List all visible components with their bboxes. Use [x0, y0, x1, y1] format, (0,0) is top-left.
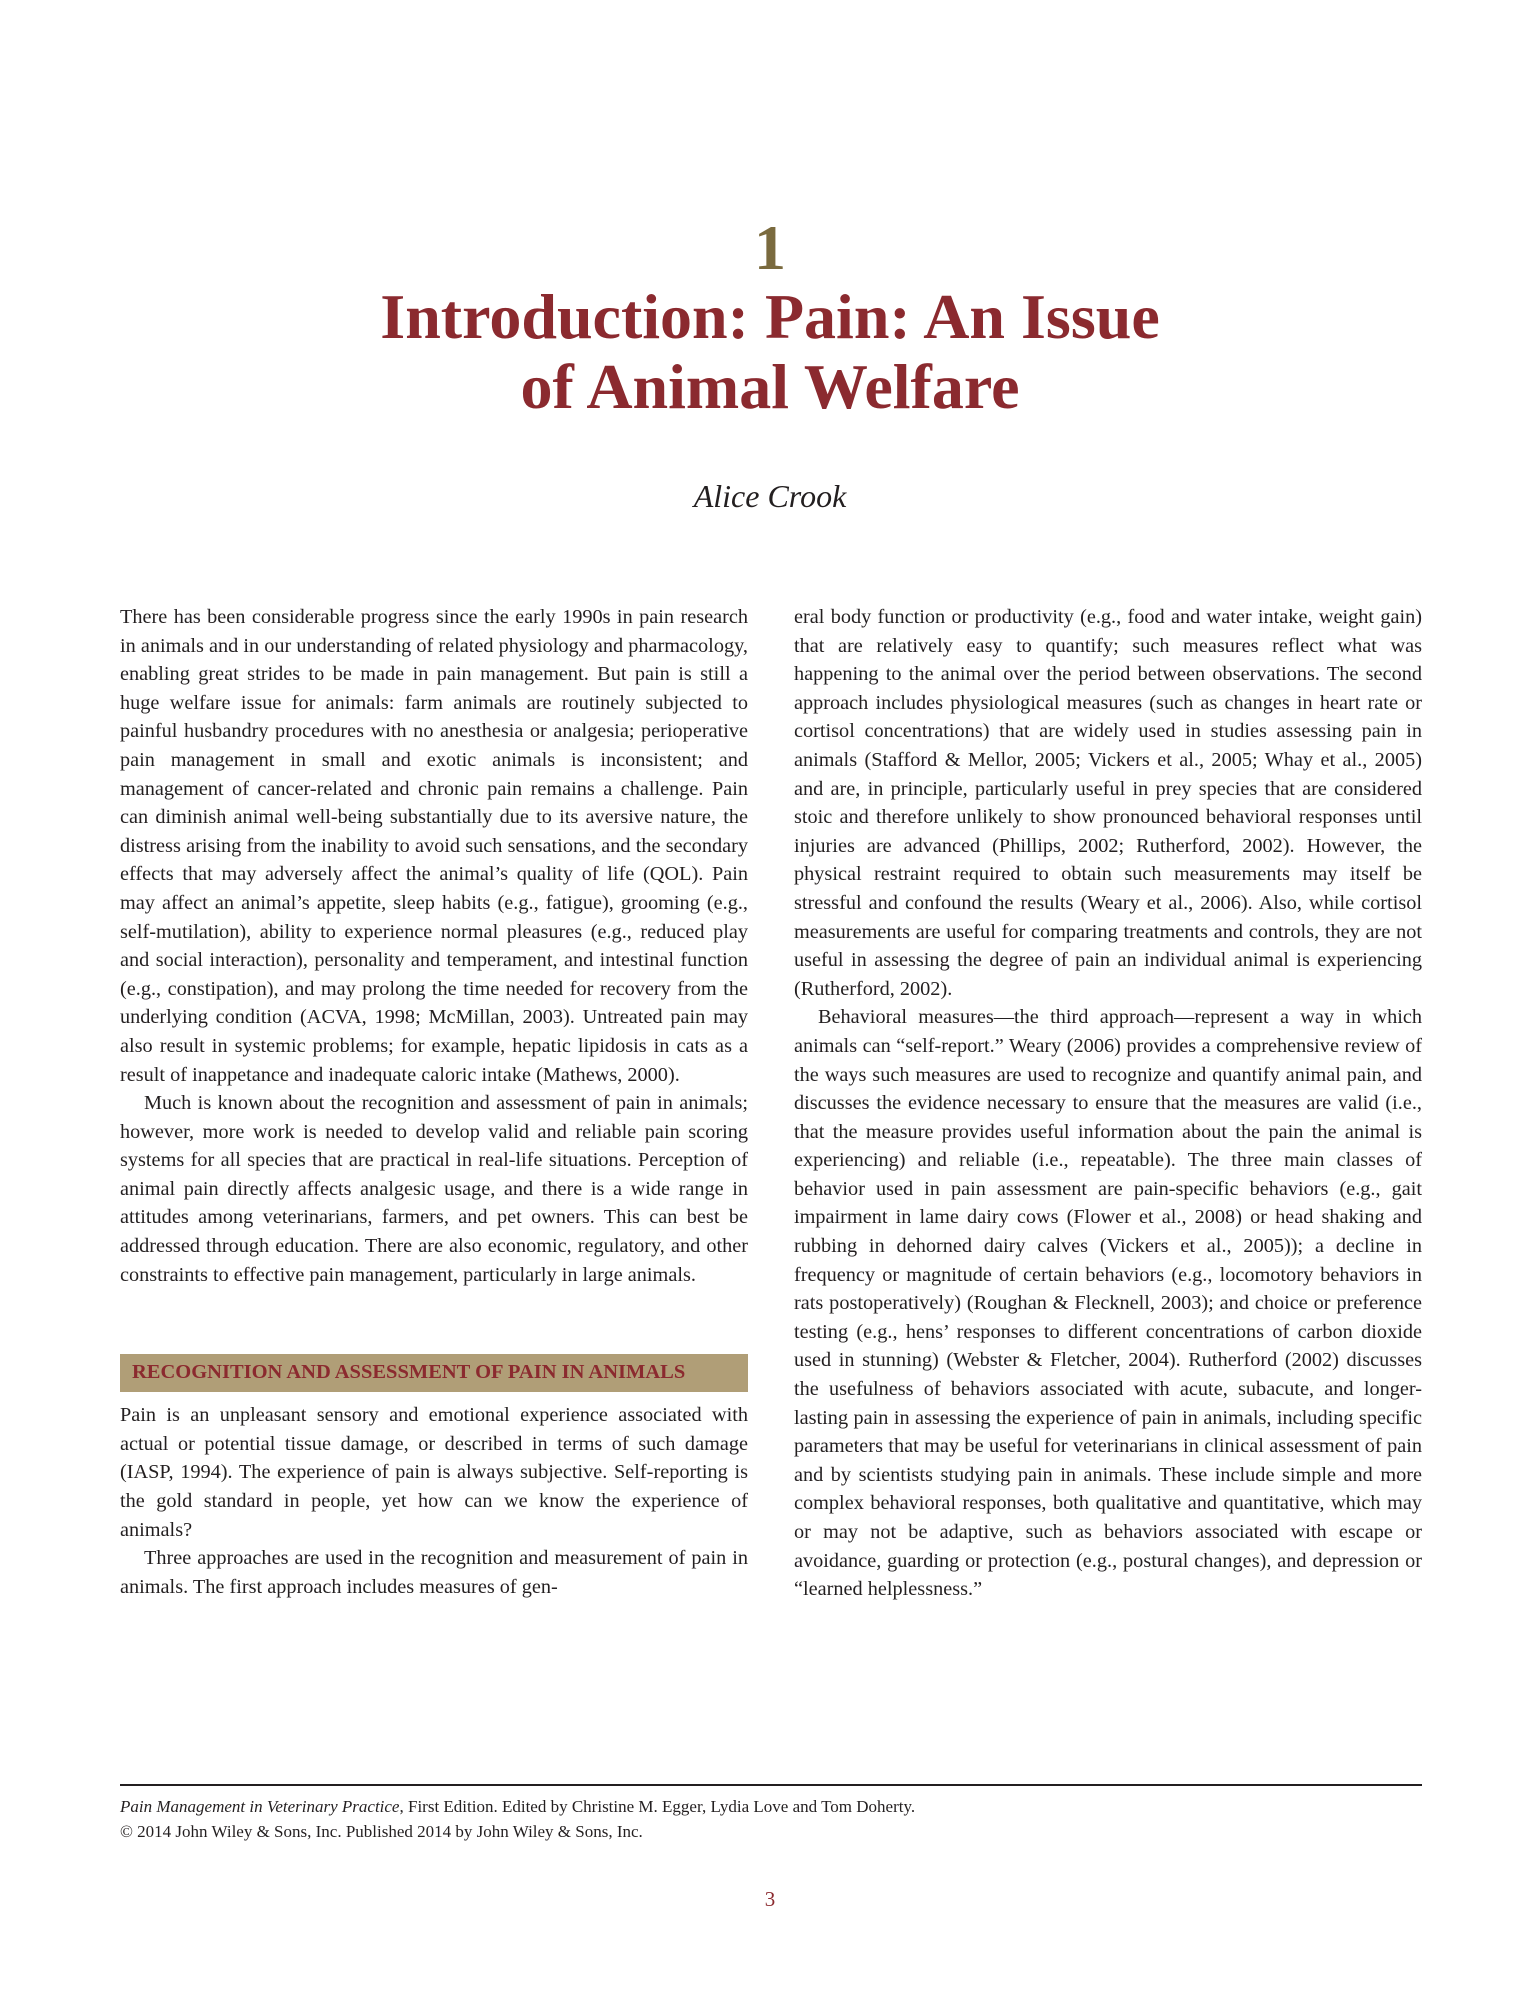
author-name: Alice Crook	[693, 478, 847, 514]
body-paragraph: Much is known about the recognition and assessment of pain in animals; however, more work is needed to develop valid and reliable pain scoring systems for all species that are practical in real-life situations. Perception of animal pain directly affects analgesic usage, and there is a wide range in attitudes among veterinarians, farmers, and pet owners. This can best be addressed through education. There are also economic, regulatory, and other constraints to effective pain management, particularly in large animals.	[120, 1092, 748, 1286]
body-paragraph: Pain is an unpleasant sensory and emotional experience associated with actual or potential tissue damage, or described in terms of such damage (IASP, 1994). The experience of pain is always subjective. Self-reporting is the gold standard in people, yet how can we know the experience of animals?	[120, 1404, 748, 1541]
body-paragraph: Behavioral measures—the third approach—represent a way in which animals can “self-report.” Weary (2006) provides a comprehensive review of the ways such measures are used to recognize and quantify animal pain, and discusses the evidence necessary to ensure that the measures are valid (i.e., that the measure provides useful information about the pain the animal is experiencing) and reliable (i.e., repeatable). The three main classes of behavior used in pain assessment are pain-specific behaviors (e.g., gait impairment in lame dairy cows (Flower et al., 2008) or head shaking and rubbing in dehorned dairy calves (Vickers et al., 2005)); a decline in frequency or magnitude of certain behaviors (e.g., locomotory behaviors in rats postoperatively) (Roughan & Flecknell, 2003); and choice or preference testing (e.g., hens’ responses to different concentrations of carbon dioxide used in stunning) (Webster & Fletcher, 2004). Rutherford (2002) discusses the usefulness of behaviors associated with acute, subacute, and longer-lasting pain in assessing the experience of pain in animals, including specific parameters that may be useful for veterinarians in clinical assessment of pain and by scientists studying pain in animals. These include simple and more complex behavioral responses, both qualitative and quantitative, which may or may not be adaptive, such as behaviors associated with escape or avoidance, guarding or protection (e.g., postural changes), and depression or “learned helplessness.”	[794, 1006, 1422, 1601]
chapter-number: 1	[754, 212, 786, 283]
right-column	[794, 603, 1422, 1604]
footer-notes	[120, 1794, 1422, 1844]
edition-note	[120, 1794, 1422, 1819]
body-paragraph: Three approaches are used in the recognition and measurement of pain in animals. The first approach includes measures of gen-	[120, 1547, 748, 1598]
body-paragraph: There has been considerable progress since the early 1990s in pain research in animals and in our understanding of related physiology and pharmacology, enabling great strides to be made in pain management. But pain is still a huge welfare issue for animals: farm animals are routinely subjected to painful husbandry procedures with no anesthesia or analgesia; perioperative pain management in small and exotic animals is inconsistent; and management of cancer-related and chronic pain remains a challenge. Pain can diminish animal well-being substantially due to its aversive nature, the distress arising from the inability to avoid such sensations, and the secondary effects that may adversely affect the animal’s quality of life (QOL). Pain may affect an animal’s appetite, sleep habits (e.g., fatigue), grooming (e.g., self-mutilation), ability to experience normal pleasures (e.g., reduced play and social interaction), personality and temperament, and intestinal function (e.g., constipation), and may prolong the time needed for recovery from the underlying condition (ACVA, 1998; McMillan, 2003). Untreated pain may also result in systemic problems; for example, hepatic lipidosis in cats as a result of inappetance and inadequate caloric intake (Mathews, 2000).	[120, 606, 748, 1086]
section-heading: RECOGNITION AND ASSESSMENT OF PAIN IN ANIMALS	[120, 1354, 748, 1392]
page-number: 3	[764, 1887, 776, 1911]
chapter-title-line-1: Introduction: Pain: An Issue	[380, 281, 1160, 352]
copyright-line: © 2014 John Wiley & Sons, Inc. Published 2014 by John Wiley & Sons, Inc.	[120, 1822, 643, 1841]
book-title: Pain Management in Veterinary Practice	[120, 1797, 400, 1816]
body-paragraph: eral body function or productivity (e.g., food and water intake, weight gain) that are relatively easy to quantify; such measures reflect what was happening to the animal over the period between observations. The second approach includes physiological measures (such as changes in heart rate or cortisol concentrations) that are widely used in studies assessing pain in animals (Stafford & Mellor, 2005; Vickers et al., 2005; Whay et al., 2005) and are, in principle, particularly useful in prey species that are considered stoic and therefore unlikely to show pronounced behavioral responses until injuries are advanced (Phillips, 2002; Rutherford, 2002). However, the physical restraint required to obtain such measurements may itself be stressful and confound the results (Weary et al., 2006). Also, while cortisol measurements are useful for comparing treatments and controls, they are not useful in assessing the degree of pain an individual animal is experiencing (Rutherford, 2002).	[794, 606, 1422, 1000]
footer-divider	[120, 1784, 1422, 1786]
chapter-title	[0, 282, 1540, 422]
chapter-title-line-2: of Animal Welfare	[520, 351, 1020, 422]
edition-line: , First Edition. Edited by Christine M. Egger, Lydia Love and Tom Doherty.	[399, 1797, 916, 1816]
left-column	[120, 603, 748, 1601]
